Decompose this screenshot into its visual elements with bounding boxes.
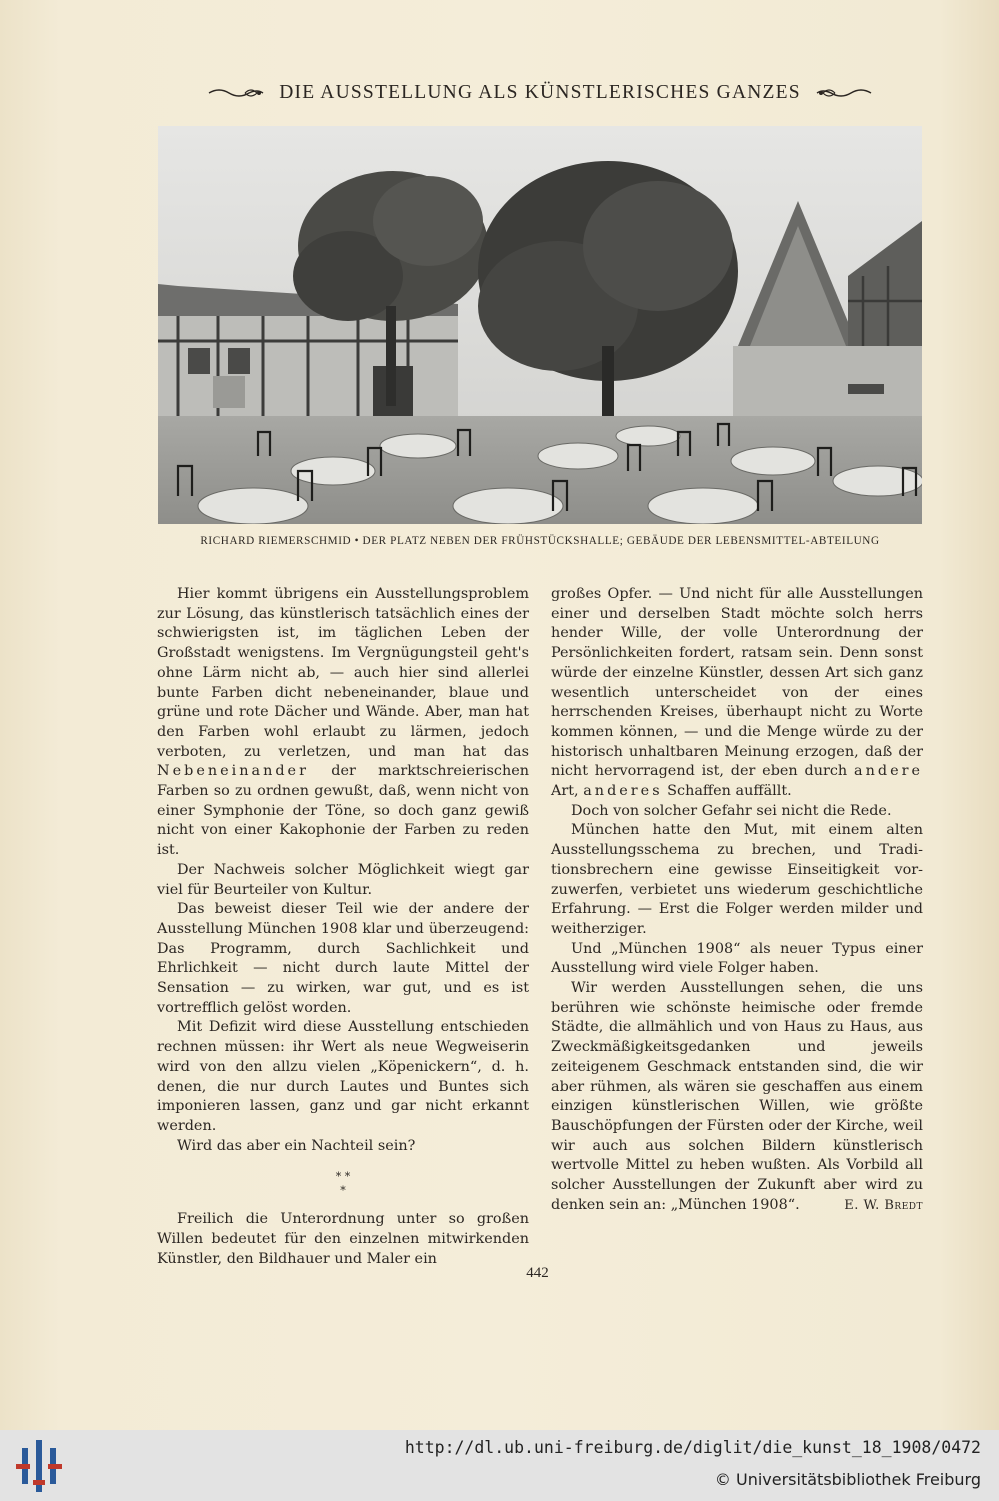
paragraph: Wird das aber ein Nachteil sein? — [177, 1137, 416, 1154]
copyright-notice: © Universitätsbibliothek Freiburg — [714, 1470, 981, 1489]
left-ornament-icon — [207, 84, 267, 102]
paragraph: Doch von solcher Gefahr sei nicht die Rede. — [571, 802, 892, 819]
paragraph: Mit Defizit wird diese Ausstellung entschieden rechnen müssen: ihr Wert als neue Wegweiserin wird von den allzu vielen „Köpenickern“, d. h. denen, die nur durch Lautes und Buntes sich imponieren lassen, ganz und gar nicht erkannt werden. — [157, 1019, 529, 1134]
section-divider: * * * — [335, 1170, 351, 1198]
header-title: DIE AUSSTELLUNG ALS KÜNSTLERISCHES GANZES — [279, 82, 801, 103]
paragraph: Freilich die Unterordnung unter so großen Willen bedeutet für den einzelnen mitwirkenden Künstler, den Bildhauer und Maler ein — [157, 1211, 529, 1267]
library-footer — [0, 1430, 999, 1501]
paragraph: Hier kommt übrigens ein Ausstellungsproblem zur Lösung, das künstlerisch tatsächlich eines der schwierigsten ist, im täglichen Leben der Großstadt wenigstens. Im Vergnügungsteil geht's ohne Lärm nicht ab, — auch hier sind allerlei bunte Farben dicht nebeneinander, blaue und grüne und rote Dächer und Wände. Aber, man hat den Farben wohl erlaubt zu lärmen, jedoch verboten, zu verletzen, und man hat das Nebeneinander der marktschreierischen Farben so zu ordnen gewußt, daß, wenn nicht von einer Symphonie der Töne, so doch ganz gewiß nicht von einer Kakophonie der Farben zu reden ist. — [157, 586, 529, 859]
figure-caption: RICHARD RIEMERSCHMID • DER PLATZ NEBEN DER FRÜHSTÜCKSHALLE; GEBÄUDE DER LEBENSMITTEL-ABTEILUNG — [200, 535, 880, 547]
source-url-link[interactable]: http://dl.ub.uni-freiburg.de/diglit/die_kunst_18_1908/0472 — [404, 1438, 981, 1457]
paragraph: München hatte den Mut, mit einem alten Ausstellungsschema zu brechen, und Traditionsbrechern eine gewisse Einseitigkeit vorzuwerfen, verbietet uns wiederum geschichtliche Erfahrung. — Erst die Folger werden milder und weitherziger. — [551, 822, 923, 937]
running-header — [160, 78, 920, 108]
author-signature: E. W. Bredt — [844, 1197, 923, 1213]
paragraph: großes Opfer. — Und nicht für alle Ausstellungen einer und derselben Stadt möchte solch herrs hender Wille, der volle Unterordnung der Persönlichkeiten fordert, ratsam sein. Denn sonst würde der einzelne Künstler, dessen Art sich ganz wesentlich unterscheidet von der eines herrschenden Kreises, überhaupt nicht zu Worte kommen können, — und die Menge würde zu der historisch unhaltbaren Meinung erzogen, daß der nicht hervorragend ist, der eben durch andere Art, anderes Schaffen auffällt. — [551, 586, 923, 800]
library-logo-icon — [16, 1440, 62, 1492]
right-ornament-icon — [813, 84, 873, 102]
paragraph: Wir werden Ausstellungen sehen, die uns berühren wie schönste heimische oder fremde Städte, die allmählich und von Haus zu Haus, aus Zweckmäßigkeitsgedanken und jeweils zeiteigenem Geschmack entstanden sind, die wir aber rühmen, als wären sie geschaffen aus einem einzigen künstlerischen Willen, wie größte Bauschöpfungen der Fürsten oder der Kirche, weil wir auch aus solchen Bildern künstlerisch wertvolle Mittel zu heben wußten. Als Vorbild all solcher Ausstellungen der Zukunft aber wird zu denken sein an: „München 1908“. E. W. Bredt — [551, 979, 923, 1215]
paragraph: Und „München 1908“ als neuer Typus einer Ausstellung wird viele Folger haben. — [551, 940, 923, 977]
paragraph: Das beweist dieser Teil wie der andere der Ausstellung München 1908 klar und überzeugend: Das Programm, durch Sachlichkeit und Ehrlichkeit — nicht durch laute Mittel der Sensation — zu wirken, war gut, und es ist vortrefflich gelöst worden. — [157, 901, 529, 1016]
courtyard-photograph — [158, 126, 922, 524]
right-text-column — [551, 585, 923, 1216]
page-number: 442 — [526, 1265, 549, 1281]
paragraph: Der Nachweis solcher Möglichkeit wiegt gar viel für Beurteiler von Kultur. — [157, 861, 529, 898]
left-text-column — [157, 585, 529, 1270]
